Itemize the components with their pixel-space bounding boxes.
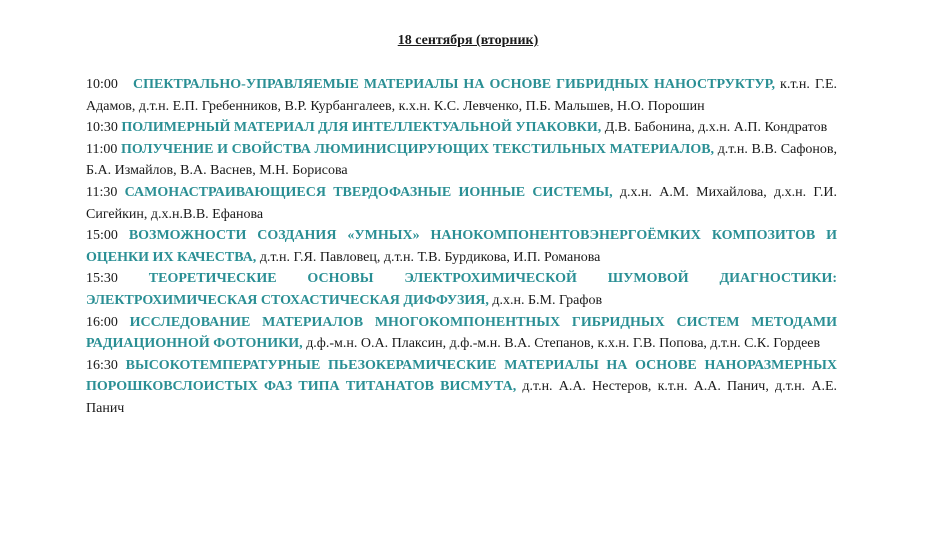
entry-authors: д.т.н. В.В. Сафонов, Б.А. Измайлов, В.А. Васнев, М.Н. Борисова bbox=[86, 141, 838, 179]
program-list bbox=[86, 74, 837, 420]
entry-title: ПОЛУЧЕНИЕ И СВОЙСТВА ЛЮМИНИСЦИРУЮЩИХ ТЕКСТИЛЬНЫХ МАТЕРИАЛОВ, bbox=[121, 141, 715, 157]
program-entry bbox=[86, 74, 837, 117]
entry-authors: к.т.н. Г.Е. Адамов, д.т.н. Е.П. Гребенников, В.Р. Курбангалеев, к.х.н. К.С. Левченко, П.Б. Мальшев, Н.О. Порошин bbox=[86, 77, 838, 114]
page-title: 18 сентября (вторник) bbox=[397, 33, 539, 48]
program-entry bbox=[86, 312, 837, 355]
entry-authors: д.т.н. А.А. Нестеров, к.т.н. А.А. Панич, д.т.н. А.Е. Панич bbox=[86, 379, 837, 416]
entry-authors: д.т.н. Г.Я. Павловец, д.т.н. Т.В. Бурдикова, И.П. Романова bbox=[259, 249, 601, 265]
program-entry bbox=[86, 182, 837, 225]
entry-time: 10:30 bbox=[86, 120, 118, 136]
entry-title: ИССЛЕДОВАНИЕ МАТЕРИАЛОВ МНОГОКОМПОНЕНТНЫХ ГИБРИДНЫХ СИСТЕМ МЕТОДАМИ РАДИАЦИОННОЙ ФОТОНИКИ, bbox=[86, 314, 838, 352]
entry-time: 11:30 bbox=[86, 184, 118, 200]
entry-title: ПОЛИМЕРНЫЙ МАТЕРИАЛ ДЛЯ ИНТЕЛЛЕКТУАЛЬНОЙ УПАКОВКИ, bbox=[121, 120, 602, 136]
entry-title: ВЫСОКОТЕМПЕРАТУРНЫЕ ПЬЕЗОКЕРАМИЧЕСКИЕ МАТЕРИАЛЫ НА ОСНОВЕ НАНОРАЗМЕРНЫХ ПОРОШКОВСЛОИСТЫХ ФАЗ ТИПА ТИТАНАТОВ ВИСМУТА, bbox=[86, 357, 838, 395]
entry-title: ТЕОРЕТИЧЕСКИЕ ОСНОВЫ ЭЛЕКТРОХИМИЧЕСКОЙ ШУМОВОЙ ДИАГНОСТИКИ: ЭЛЕКТРОХИМИЧЕСКАЯ СТОХАСТИЧЕСКАЯ ДИФФУЗИЯ, bbox=[86, 271, 838, 308]
entry-authors: д.х.н. Б.М. Графов bbox=[492, 292, 603, 308]
entry-authors: Д.В. Бабонина, д.х.н. А.П. Кондратов bbox=[604, 120, 828, 136]
entry-title: САМОНАСТРАИВАЮЩИЕСЯ ТВЕРДОФАЗНЫЕ ИОННЫЕ СИСТЕМЫ, bbox=[124, 184, 613, 200]
program-entry bbox=[86, 117, 837, 139]
entry-title: ВОЗМОЖНОСТИ СОЗДАНИЯ «УМНЫХ» НАНОКОМПОНЕНТОВЭНЕРГОЁМКИХ КОМПОЗИТОВ И ОЦЕНКИ ИХ КАЧЕСТВА, bbox=[86, 228, 838, 265]
entry-authors: д.х.н. А.М. Михайлова, д.х.н. Г.И. Сигейкин, д.х.н.В.В. Ефанова bbox=[86, 184, 837, 222]
entry-time: 15:30 bbox=[86, 271, 118, 287]
entry-authors: д.ф.-м.н. О.А. Плаксин, д.ф.-м.н. В.А. Степанов, к.х.н. Г.В. Попова, д.т.н. С.К. Гордеев bbox=[306, 336, 821, 352]
entry-time: 11:00 bbox=[86, 141, 118, 157]
entry-time: 10:00 bbox=[86, 77, 118, 92]
entry-time: 15:00 bbox=[86, 228, 118, 244]
program-entry bbox=[86, 355, 837, 420]
program-entry bbox=[86, 139, 837, 182]
entry-title: СПЕКТРАЛЬНО-УПРАВЛЯЕМЫЕ МАТЕРИАЛЫ НА ОСНОВЕ ГИБРИДНЫХ НАНОСТРУКТУР, bbox=[133, 77, 775, 92]
entry-time: 16:30 bbox=[86, 357, 118, 373]
program-entry bbox=[86, 268, 837, 311]
program-entry bbox=[86, 225, 837, 268]
entry-time: 16:00 bbox=[86, 314, 118, 330]
